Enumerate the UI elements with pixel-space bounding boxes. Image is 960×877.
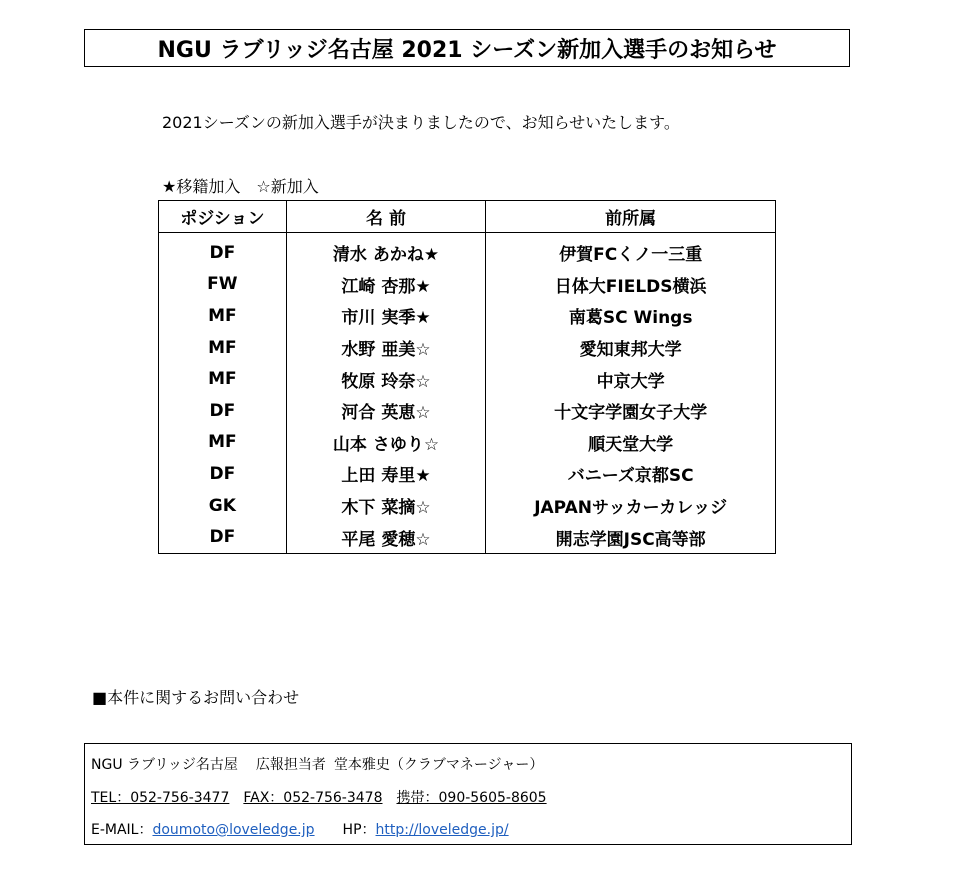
page-title-text: NGU ラブリッジ名古屋 2021 シーズン新加入選手のお知らせ: [157, 37, 777, 63]
table-row: [159, 233, 776, 269]
email-label: E-MAIL：: [91, 822, 153, 838]
table-row: [159, 490, 776, 522]
header-name: 名 前: [286, 201, 486, 233]
contact-person: 堂本雅史（クラブマネージャー）: [333, 757, 544, 773]
player-position: DF: [159, 395, 287, 427]
player-name: 山本 さゆり☆: [286, 427, 486, 459]
table-row: [159, 332, 776, 364]
player-previous-club: 日体大FIELDS横浜: [486, 269, 776, 301]
table-row: [159, 269, 776, 301]
player-name: 河合 英恵☆: [286, 395, 486, 427]
legend: [162, 174, 319, 197]
contact-heading: ■本件に関するお問い合わせ: [92, 688, 300, 707]
hp-label: HP：: [342, 822, 376, 838]
new-players-table: [158, 200, 776, 554]
mobile-number: 携帯：090-5605-8605: [396, 790, 547, 806]
player-position: MF: [159, 332, 287, 364]
tel-number: TEL：052-756-3477: [91, 790, 230, 806]
player-previous-club: バニーズ京都SC: [486, 458, 776, 490]
contact-line-person: [91, 754, 543, 774]
player-position: DF: [159, 233, 287, 269]
table-body: [159, 233, 776, 554]
player-name: 水野 亜美☆: [286, 332, 486, 364]
email-link[interactable]: doumoto@loveledge.jp: [152, 822, 315, 838]
legend-transfer: ★移籍加入: [162, 177, 241, 196]
player-position: MF: [159, 363, 287, 395]
page-title: [84, 29, 850, 67]
contact-line-web: [91, 819, 509, 839]
table-row: [159, 363, 776, 395]
player-position: GK: [159, 490, 287, 522]
player-name: 平尾 愛穂☆: [286, 521, 486, 553]
player-name: 市川 実季★: [286, 300, 486, 332]
table-row: [159, 521, 776, 553]
player-name: 上田 寿里★: [286, 458, 486, 490]
player-name: 木下 菜摘☆: [286, 490, 486, 522]
intro-text: 2021シーズンの新加入選手が決まりましたので、お知らせいたします。: [162, 113, 680, 132]
player-previous-club: 伊賀FCくノ一三重: [486, 233, 776, 269]
player-previous-club: 南葛SC Wings: [486, 300, 776, 332]
fax-number: FAX：052-756-3478: [243, 790, 383, 806]
player-name: 江崎 杏那★: [286, 269, 486, 301]
table-row: [159, 300, 776, 332]
table-row: [159, 395, 776, 427]
player-name: 牧原 玲奈☆: [286, 363, 486, 395]
player-name: 清水 あかね★: [286, 233, 486, 269]
player-previous-club: 開志学園JSC高等部: [486, 521, 776, 553]
player-previous-club: JAPANサッカーカレッジ: [486, 490, 776, 522]
player-position: DF: [159, 521, 287, 553]
player-position: MF: [159, 427, 287, 459]
table-header-row: [159, 201, 776, 233]
table-row: [159, 427, 776, 459]
legend-new: ☆新加入: [256, 177, 319, 196]
header-position: ポジション: [159, 201, 287, 233]
contact-role: 広報担当者: [255, 757, 326, 773]
table-row: [159, 458, 776, 490]
player-position: FW: [159, 269, 287, 301]
player-position: DF: [159, 458, 287, 490]
contact-line-phones: [91, 787, 547, 807]
player-previous-club: 十文字学園女子大学: [486, 395, 776, 427]
header-previous-club: 前所属: [486, 201, 776, 233]
player-previous-club: 愛知東邦大学: [486, 332, 776, 364]
club-name: NGU ラブリッジ名古屋: [91, 757, 238, 773]
player-position: MF: [159, 300, 287, 332]
website-link[interactable]: http://loveledge.jp/: [375, 822, 509, 838]
player-previous-club: 中京大学: [486, 363, 776, 395]
player-previous-club: 順天堂大学: [486, 427, 776, 459]
contact-box: [84, 743, 852, 845]
